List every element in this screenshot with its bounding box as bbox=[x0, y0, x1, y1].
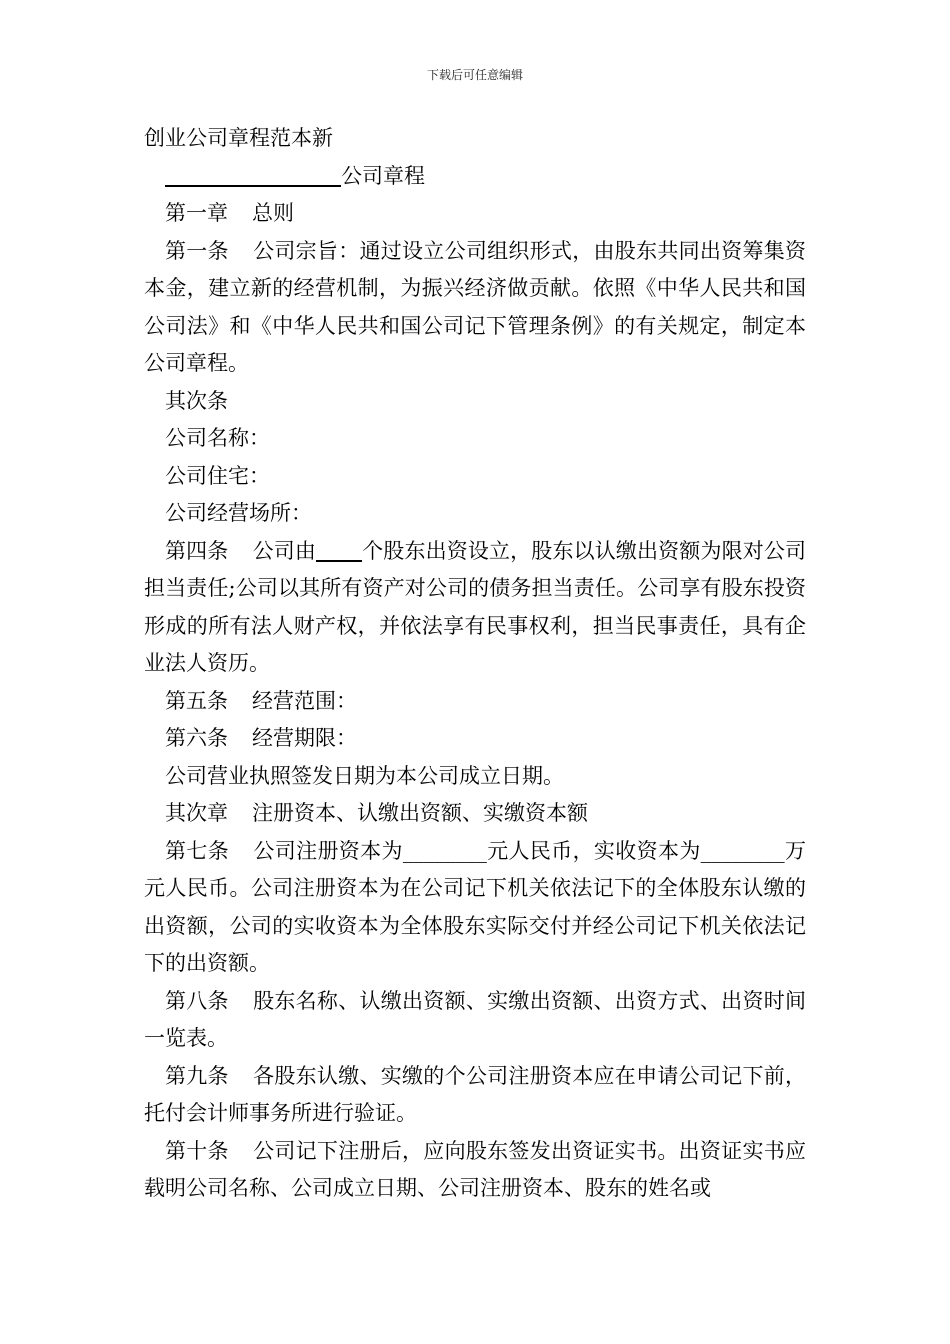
article-10: 第十条 公司记下注册后，应向股东签发出资证实书。出资证实书应载明公司名称、公司成立日期、公司注册资本、股东的姓名或 bbox=[144, 1138, 806, 1200]
company-place-label: 公司经营场所： bbox=[165, 501, 312, 525]
document-title: 创业公司章程范本新 bbox=[144, 126, 333, 150]
paid-in-capital-blank: ________ bbox=[700, 838, 785, 863]
registered-capital-blank: ________ bbox=[402, 838, 487, 863]
header-note: 下载后可任意编辑 bbox=[426, 68, 523, 82]
article-8: 第八条 股东名称、认缴出资额、实缴出资额、出资方式、出资时间一览表。 bbox=[144, 988, 806, 1050]
article-7: 第七条 公司注册资本为________元人民币，实收资本为________万元人民币。公司注册资本为在公司记下机关依法记下的全体股东认缴的出资额，公司的实收资本为全体股东实际交付并经公司记下机关依法记下的出资额。 bbox=[144, 838, 807, 975]
chapter-1-heading: 第一章 总则 bbox=[165, 201, 294, 225]
article-6: 第六条 经营期限： bbox=[165, 726, 357, 750]
article-4: 第四条 公司由 个股东出资设立，股东以认缴出资额为限对公司担当责任;公司以其所有资产对公司的债务担当责任。公司享有股东投资形成的所有法人财产权，并依法享有民事权利，担当民事责任，具有企业法人资历。 bbox=[144, 538, 807, 675]
article-5: 第五条 经营范围： bbox=[165, 688, 357, 713]
article-2-heading: 其次条 bbox=[165, 388, 228, 413]
license-date-text: 公司营业执照签发日期为本公司成立日期。 bbox=[165, 763, 564, 788]
chapter-2-heading: 其次章 注册资本、认缴出资额、实缴资本额 bbox=[165, 801, 588, 825]
article-9: 第九条 各股东认缴、实缴的个公司注册资本应在申请公司记下前，托付会计师事务所进行验证。 bbox=[144, 1063, 806, 1125]
company-name-blank bbox=[165, 163, 341, 187]
shareholder-count-blank bbox=[316, 538, 362, 562]
document-body bbox=[144, 120, 806, 1208]
company-name-label: 公司名称： bbox=[165, 426, 270, 450]
article-1: 第一条 公司宗旨：通过设立公司组织形式，由股东共同出资筹集资本金，建立新的经营机制，为振兴经济做贡献。依照《中华人民共和国公司法》和《中华人民共和国公司记下管理条例》的有关规定，制定本公司章程。 bbox=[144, 238, 806, 375]
company-address-label: 公司住宅： bbox=[165, 463, 270, 488]
charter-title: 公司章程 bbox=[144, 158, 806, 196]
